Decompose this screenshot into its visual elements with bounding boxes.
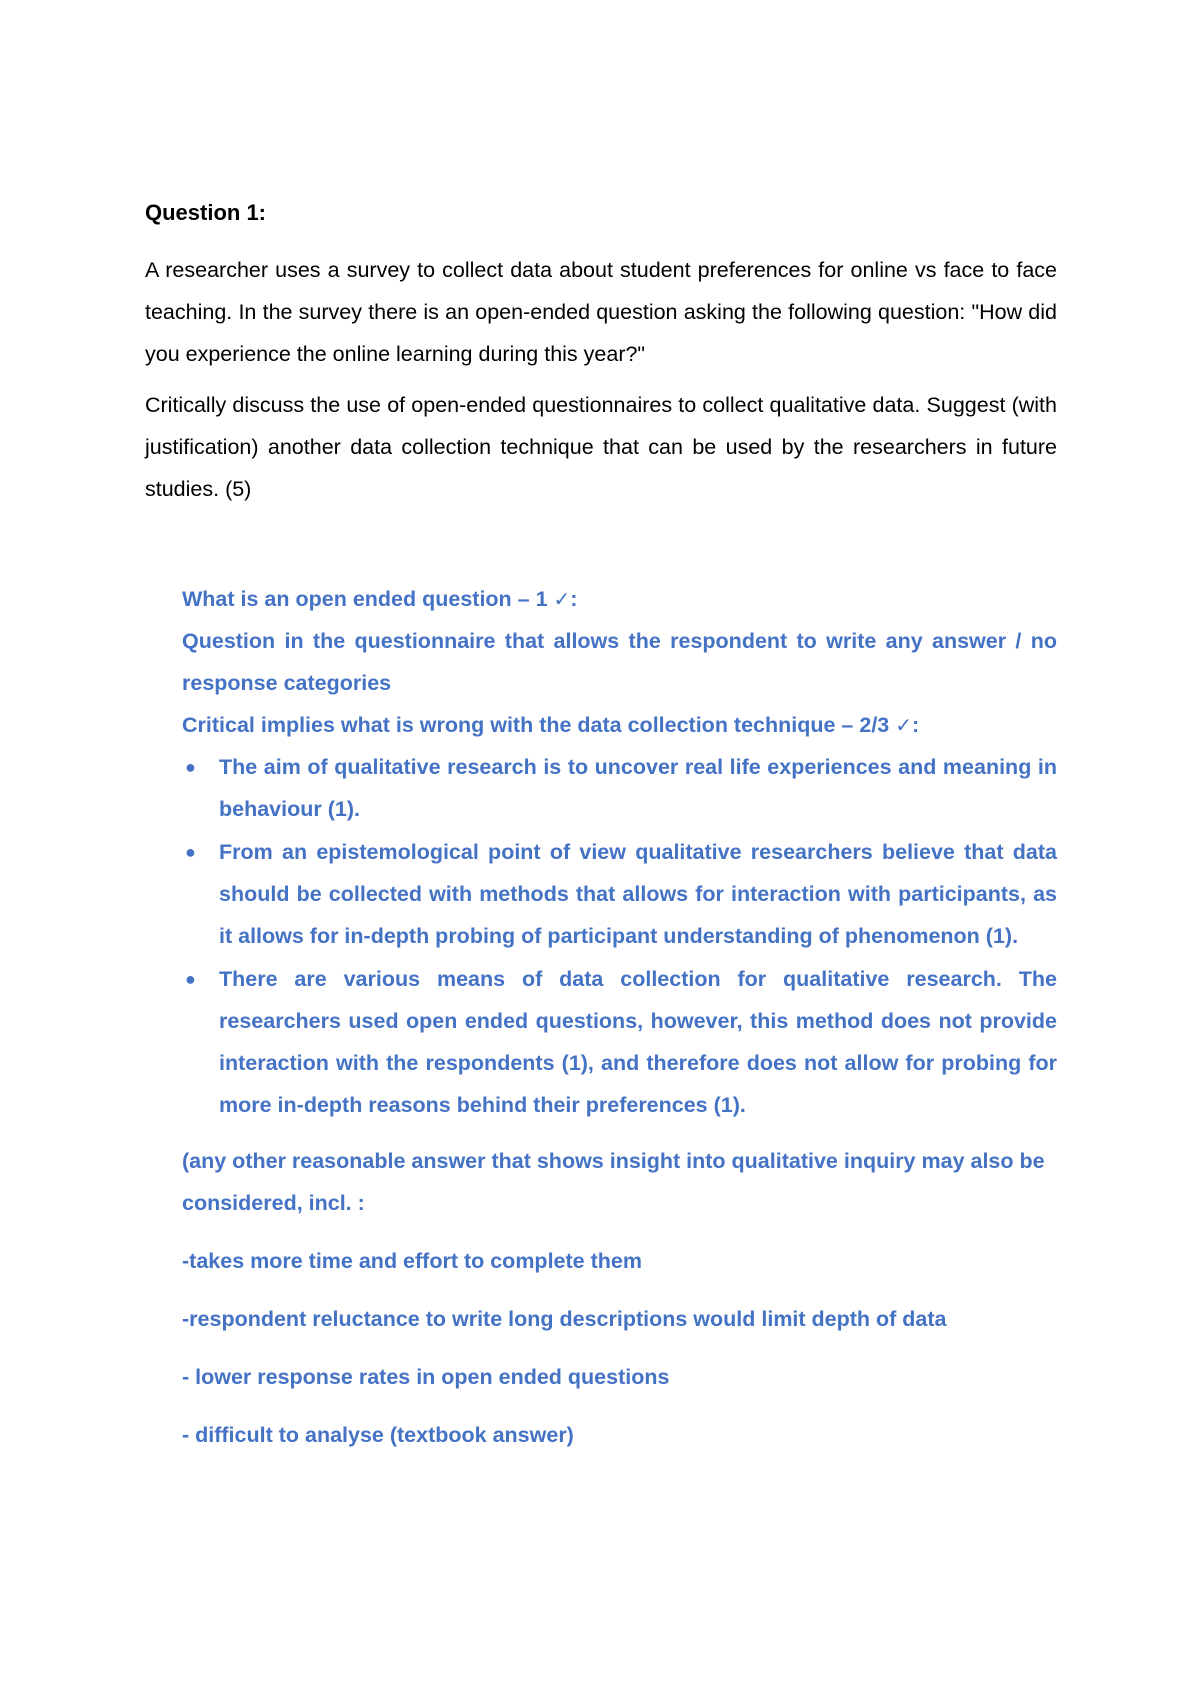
open-ended-heading-suffix: : [570,587,578,611]
critical-heading [182,704,1057,746]
open-ended-heading [182,578,1057,620]
other-answers-intro: (any other reasonable answer that shows insight into qualitative inquiry may also be considered, incl. : [182,1149,1045,1215]
critical-heading-suffix: : [912,713,920,737]
answer-section [182,578,1057,1456]
critical-heading-text: Critical implies what is wrong with the data collection technique – 2/3 [182,713,896,737]
bullet-text: From an epistemological point of view qualitative researchers believe that data should be collected with methods that allows for interaction with participants, as it allows for in-depth probing of participant understanding of phenomenon (1). [219,840,1057,948]
bullet-icon: ● [185,757,196,777]
check-mark-icon: ✓ [895,713,912,737]
open-ended-heading-text: What is an open ended question – 1 [182,587,554,611]
list-item [182,831,1057,957]
question-heading: Question 1: [145,200,267,225]
question-instruction-paragraph: Critically discuss the use of open-ended questionnaires to collect qualitative data. Suggest (with justification) another data collection technique that can be used by the researchers in future studies. (5) [145,393,1057,501]
bullet-icon: ● [185,969,196,989]
question-scenario-paragraph: A researcher uses a survey to collect data about student preferences for online vs face to face teaching. In the survey there is an open-ended question asking the following question: "How did you experience the online learning during this year?" [145,258,1057,366]
bullet-text: The aim of qualitative research is to uncover real life experiences and meaning in behaviour (1). [219,755,1057,821]
bullet-icon: ● [185,842,196,862]
bullet-text: There are various means of data collection for qualitative research. The researchers used open ended questions, however, this method does not provide interaction with the respondents (1), and therefore does not allow for probing for more in-depth reasons behind their preferences (1). [219,967,1057,1117]
open-ended-definition: Question in the questionnaire that allows the respondent to write any answer / no response categories [182,629,1057,695]
list-item [182,746,1057,830]
list-item: - difficult to analyse (textbook answer) [182,1423,574,1447]
list-item: -respondent reluctance to write long descriptions would limit depth of data [182,1307,947,1331]
list-item: - lower response rates in open ended questions [182,1365,670,1389]
list-item [182,958,1057,1126]
list-item: -takes more time and effort to complete them [182,1249,642,1273]
check-mark-icon: ✓ [553,587,571,611]
critique-bullet-list [182,746,1057,1126]
